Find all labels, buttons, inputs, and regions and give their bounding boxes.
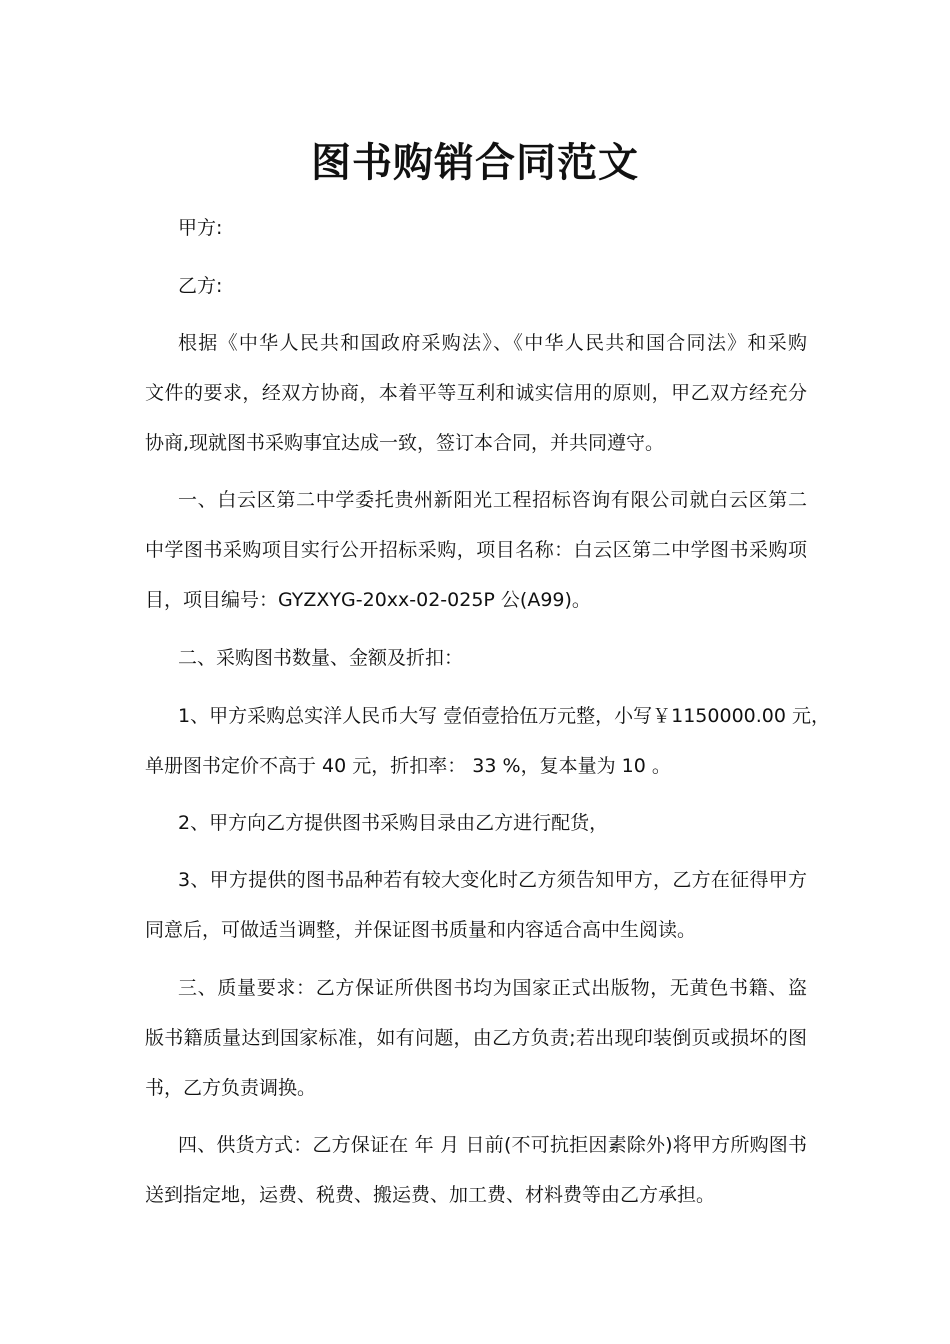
paragraph [145, 328, 807, 478]
text-line: 同意后，可做适当调整，并保证图书质量和内容适合高中生阅读。 [145, 919, 697, 941]
text-line: 文件的要求，经双方协商，本着平等互利和诚实信用的原则，甲乙双方经充分 [145, 382, 807, 404]
paragraph [145, 271, 807, 321]
text-line: 三、质量要求：乙方保证所供图书均为国家正式出版物，无黄色书籍、盗 [178, 977, 807, 999]
text-line: 2、甲方向乙方提供图书采购目录由乙方进行配货， [178, 812, 609, 834]
text-line: 3、甲方提供的图书品种若有较大变化时乙方须告知甲方，乙方在征得甲方 [178, 869, 807, 891]
paragraph [145, 1130, 807, 1230]
text-line: 1、甲方采购总实洋人民币大写 壹佰壹拾伍万元整，小写￥1150000.00 元， [178, 705, 831, 727]
paragraph [145, 213, 807, 263]
paragraph [145, 973, 807, 1123]
text-line: 根据《中华人民共和国政府采购法》、《中华人民共和国合同法》和采购 [178, 332, 807, 354]
text-line: 四、供货方式：乙方保证在 年 月 日前(不可抗拒因素除外)将甲方所购图书 [178, 1134, 807, 1156]
text-line: 书，乙方负责调换。 [145, 1077, 317, 1099]
text-line: 一、白云区第二中学委托贵州新阳光工程招标咨询有限公司就白云区第二 [178, 489, 807, 511]
paragraph [145, 643, 807, 693]
text-line: 中学图书采购项目实行公开招标采购，项目名称：白云区第二中学图书采购项 [145, 539, 807, 561]
text-line: 二、采购图书数量、金额及折扣： [178, 647, 464, 669]
paragraph [145, 701, 831, 801]
text-line: 甲方: [178, 217, 223, 239]
text-line: 版书籍质量达到国家标准，如有问题，由乙方负责;若出现印装倒页或损坏的图 [145, 1027, 807, 1049]
paragraph [145, 808, 807, 858]
paragraph [145, 485, 807, 635]
text-line: 送到指定地，运费、税费、搬运费、加工费、材料费等由乙方承担。 [145, 1184, 716, 1206]
text-line: 目，项目编号：GYZXYG-20xx-02-025P 公(A99)。 [145, 589, 591, 611]
paragraph [145, 865, 807, 965]
text-line: 单册图书定价不高于 40 元，折扣率： 33 %，复本量为 10 。 [145, 755, 671, 777]
text-line: 乙方: [178, 275, 223, 297]
text-line: 协商,现就图书采购事宜达成一致，签订本合同，并共同遵守。 [145, 432, 665, 454]
document-title: 图书购销合同范文 [311, 140, 639, 186]
